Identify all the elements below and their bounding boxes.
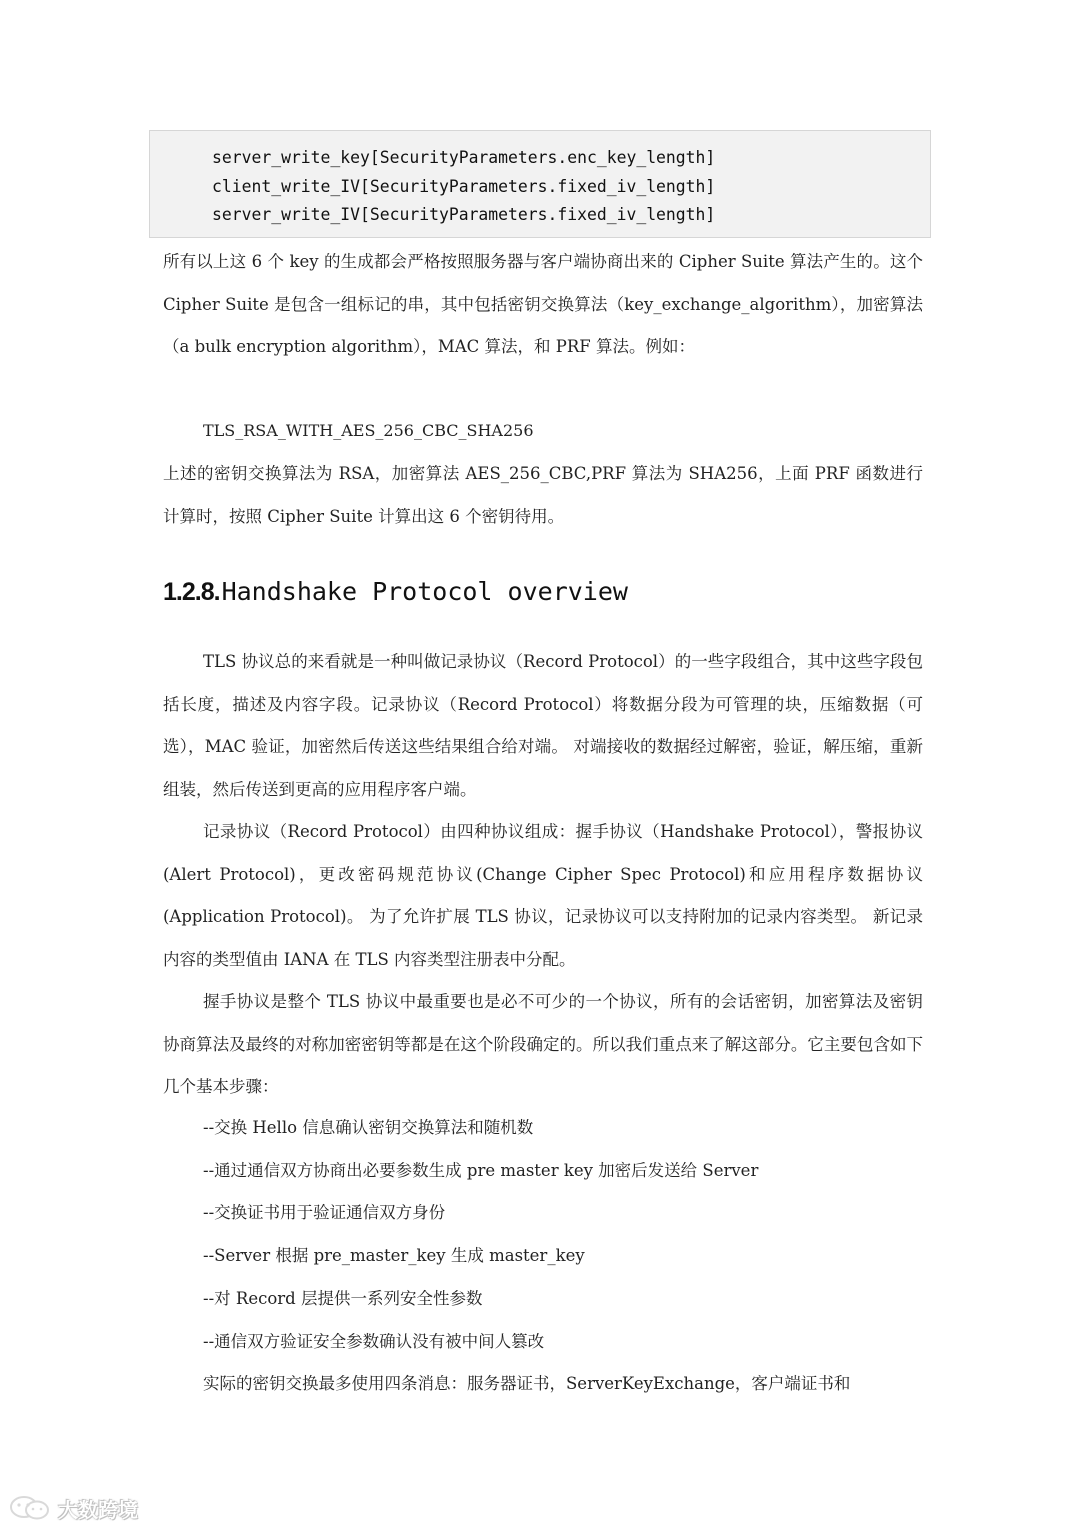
list-item: --交换证书用于验证通信双方身份 [203, 1203, 446, 1223]
intro-paragraph: 所有以上这 6 个 key 的生成都会严格按照服务器与客户端协商出来的 Cipher Suite 算法产生的。这个 Cipher Suite 是包含一组标记的串，其中包括密钥交换算法（key_exchange_algorithm），加密算法（a bulk encryption algorithm），MAC 算法，和 PRF 算法。例如： [163, 252, 923, 356]
wechat-logo-icon [8, 1494, 52, 1522]
watermark-text: 大数跨境 [58, 1497, 138, 1522]
section-title: Handshake Protocol overview [221, 577, 628, 606]
handshake-steps-list [203, 1107, 758, 1363]
body-paragraph-subprotocols: 记录协议（Record Protocol）由四种协议组成：握手协议（Handshake Protocol），警报协议(Alert Protocol)，更改密码规范协议(Change Cipher Spec Protocol)和应用程序数据协议(Application Protocol)。 为了允许扩展 TLS 协议，记录协议可以支持附加的记录内容类型。 新记录内容的类型值由 IANA 在 TLS 内容类型注册表中分配。 [163, 822, 923, 969]
code-block [149, 130, 931, 238]
body-paragraph-handshake: 握手协议是整个 TLS 协议中最重要也是必不可少的一个协议，所有的会话密钥，加密算法及密钥协商算法及最终的对称加密密钥等都是在这个阶段确定的。所以我们重点来了解这部分。它主要包含如下几个基本步骤： [163, 992, 923, 1096]
code-line: server_write_IV[SecurityParameters.fixed_iv_length] [212, 205, 716, 224]
list-item: --交换 Hello 信息确认密钥交换算法和随机数 [203, 1118, 534, 1137]
code-line: client_write_IV[SecurityParameters.fixed_iv_length] [212, 176, 716, 196]
list-item: --通过通信双方协商出必要参数生成 pre master key 加密后发送给 Server [203, 1160, 759, 1180]
closing-paragraph: 实际的密钥交换最多使用四条消息：服务器证书，ServerKeyExchange，客户端证书和 [203, 1374, 851, 1393]
code-line: server_write_key[SecurityParameters.enc_key_length] [212, 148, 716, 167]
watermark [8, 1492, 138, 1524]
body-paragraph-record-protocol: TLS 协议总的来看就是一种叫做记录协议（Record Protocol）的一些字段组合，其中这些字段包括长度，描述及内容字段。记录协议（Record Protocol）将数据分段为可管理的块，压缩数据（可选），MAC 验证，加密然后传送这些结果组合给对端。 对端接收的数据经过解密，验证，解压缩，重新组装，然后传送到更高的应用程序客户端。 [163, 652, 923, 799]
explanation-paragraph: 上述的密钥交换算法为 RSA，加密算法 AES_256_CBC,PRF 算法为 SHA256，上面 PRF 函数进行计算时，按照 Cipher Suite 计算出这 6 个密钥待用。 [163, 464, 923, 526]
cipher-suite-example: TLS_RSA_WITH_AES_256_CBC_SHA256 [203, 421, 534, 440]
list-item: --Server 根据 pre_master_key 生成 master_key [203, 1246, 585, 1266]
section-number: 1.2.8. [163, 578, 220, 606]
section-heading [163, 568, 628, 616]
list-item: --通信双方验证安全参数确认没有被中间人篡改 [203, 1331, 545, 1351]
list-item: --对 Record 层提供一系列安全性参数 [203, 1288, 483, 1308]
